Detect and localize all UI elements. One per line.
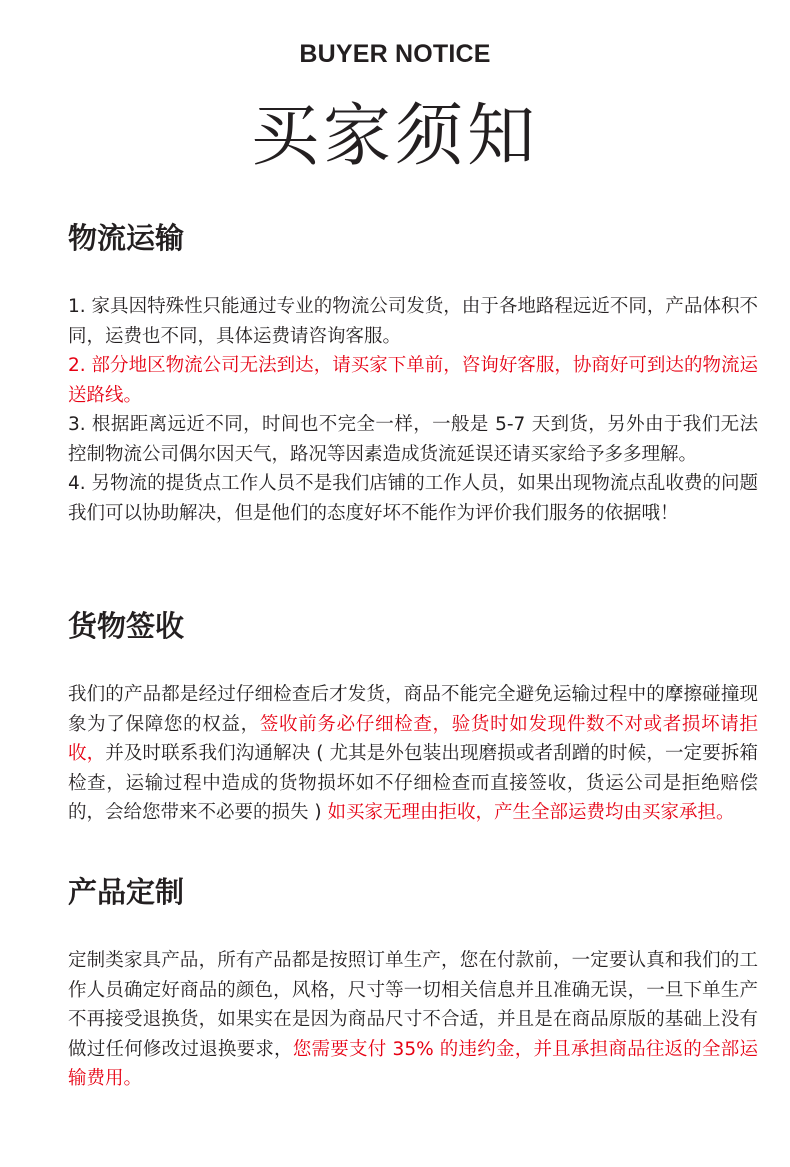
logistics-item-4: 4. 另物流的提货点工作人员不是我们店铺的工作人员，如果出现物流点乱收费的问题我们可以协助解决，但是他们的态度好坏不能作为评价我们服务的依据哦！	[68, 473, 758, 524]
custom-text-a: 定制类家具产品，所有产品都是按照订单生产，您在付款前，一定要认真和我们的工作人员确定好商品的颜色，风格，尺寸等一切相关信息并且准确无误，一旦下单生产不再接受退换货，如果实在是因为商品尺寸不合适，并且是在商品原版的基础上没有做过任何修改过退换要求，	[68, 950, 758, 1060]
logistics-heading: 物流运输	[68, 221, 185, 255]
receipt-heading: 货物签收	[68, 609, 185, 643]
receipt-text-b-highlight: 签收前务必仔细检查，验货时如发现件数不对或者损坏请拒收，	[68, 713, 758, 764]
receipt-text-c: 并及时联系我们沟通解决 ( 尤其是外包装出现磨损或者刮蹭的时候，一定要拆箱检查，运输过程中造成的货物损坏如不仔细检查而直接签收，货运公司是拒绝赔偿的，会给您带来不必要的损失 )	[68, 743, 758, 823]
logistics-item-3: 3. 根据距离远近不同，时间也不完全一样，一般是 5-7 天到货，另外由于我们无法控制物流公司偶尔因天气，路况等因素造成货流延误还请买家给予多多理解。	[68, 414, 758, 465]
custom-paragraph	[68, 946, 758, 1094]
custom-text-b-highlight: 您需要支付 35% 的违约金，并且承担商品往返的全部运输费用。	[68, 1038, 758, 1089]
logistics-section	[68, 218, 758, 528]
logistics-item-1: 1. 家具因特殊性只能通过专业的物流公司发货，由于各地路程远近不同，产品体积不同，运费也不同，具体运费请咨询客服。	[68, 296, 758, 347]
receipt-paragraph	[68, 680, 758, 828]
custom-section	[68, 872, 758, 1094]
receipt-text-a: 我们的产品都是经过仔细检查后才发货，商品不能完全避免运输过程中的摩擦碰撞现象为了保障您的权益，	[68, 684, 758, 735]
receipt-text-d-highlight: 如买家无理由拒收，产生全部运费均由买家承担。	[327, 802, 735, 823]
page-title: 买家须知	[250, 97, 539, 176]
custom-heading: 产品定制	[68, 875, 185, 909]
english-title: BUYER NOTICE	[299, 40, 491, 68]
logistics-item-2: 2. 部分地区物流公司无法到达，请买家下单前，咨询好客服，协商好可到达的物流运送路线。	[68, 355, 758, 406]
receipt-section	[68, 606, 758, 828]
